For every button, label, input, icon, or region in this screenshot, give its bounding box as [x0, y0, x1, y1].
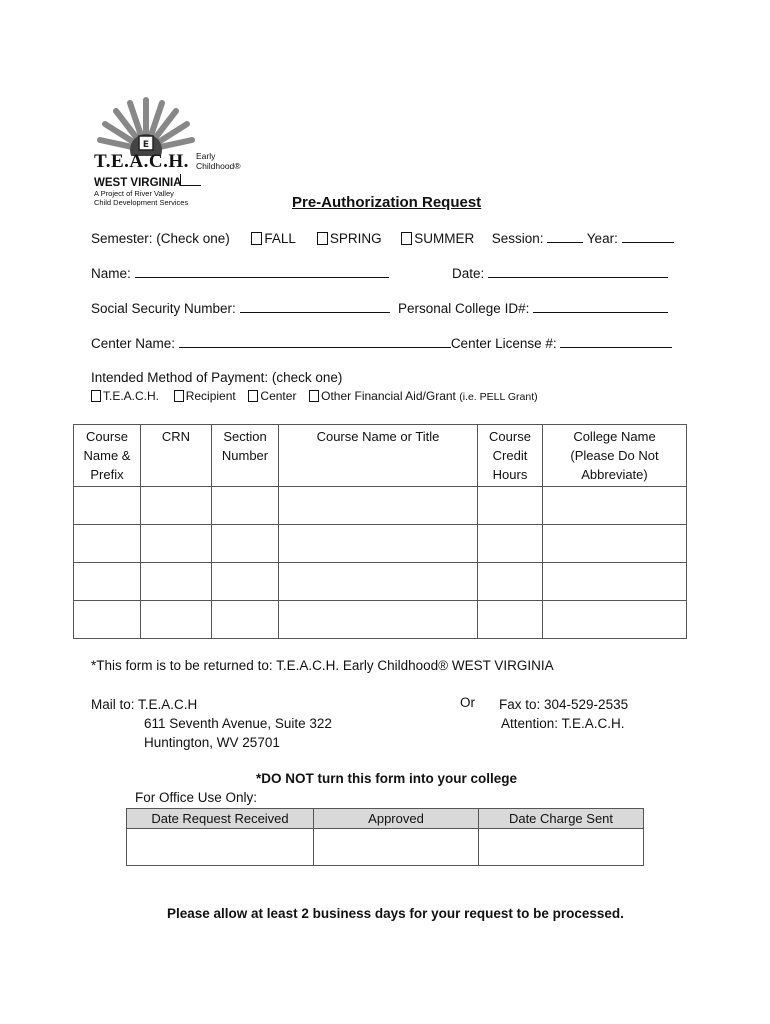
- teach-logo: [92, 94, 241, 209]
- table-row: [74, 487, 687, 525]
- table-cell[interactable]: [543, 525, 687, 563]
- office-col-date-charge-sent: Date Charge Sent: [479, 809, 644, 829]
- ssn-label: Social Security Number:: [91, 301, 236, 316]
- logo-project1: A Project of River Valley: [94, 189, 174, 198]
- office-col-approved: Approved: [314, 809, 479, 829]
- table-cell[interactable]: [478, 487, 543, 525]
- pay-other-note: (i.e. PELL Grant): [459, 391, 538, 403]
- semester-row: [91, 231, 674, 246]
- table-cell[interactable]: [543, 563, 687, 601]
- pay-center-checkbox[interactable]: [248, 390, 258, 402]
- pay-center-label: Center: [260, 389, 297, 403]
- table-cell[interactable]: [212, 525, 279, 563]
- college-warning: *DO NOT turn this form into your college: [256, 771, 518, 786]
- fax-number: Fax to: 304-529-2535: [499, 697, 629, 712]
- date-field[interactable]: [488, 266, 668, 278]
- table-cell[interactable]: [212, 601, 279, 639]
- table-cell[interactable]: [478, 601, 543, 639]
- name-field[interactable]: [135, 266, 389, 278]
- table-cell[interactable]: [74, 525, 141, 563]
- table-cell[interactable]: [479, 829, 644, 866]
- logo-project2: Child Development Services: [94, 198, 189, 207]
- fax-attention: Attention: T.E.A.C.H.: [501, 716, 625, 731]
- logo-brand-sub2: Childhood®: [196, 161, 241, 171]
- payment-options: [91, 389, 538, 403]
- year-field[interactable]: [622, 231, 674, 243]
- table-row: [74, 563, 687, 601]
- center-name-field[interactable]: [179, 336, 451, 348]
- session-label: Session:: [491, 231, 544, 246]
- pay-teach-checkbox[interactable]: [91, 390, 101, 402]
- table-cell[interactable]: [74, 601, 141, 639]
- center-row: [91, 336, 672, 351]
- table-cell[interactable]: [279, 487, 478, 525]
- center-license-label: Center License #:: [450, 336, 557, 351]
- address-line-2: Huntington, WV 25701: [144, 735, 280, 750]
- college-id-row: [398, 301, 668, 316]
- spring-checkbox[interactable]: [317, 232, 328, 245]
- pay-other-checkbox[interactable]: [309, 390, 319, 402]
- return-note: *This form is to be returned to: T.E.A.C.H. Early Childhood® WEST VIRGINIA: [91, 658, 554, 673]
- logo-brand: T.E.A.C.H.: [94, 151, 189, 172]
- summer-checkbox[interactable]: [401, 232, 412, 245]
- table-cell[interactable]: [74, 563, 141, 601]
- sunburst-icon: [96, 94, 196, 156]
- table-cell[interactable]: [141, 601, 212, 639]
- name-label: Name:: [91, 266, 131, 281]
- name-row: [91, 266, 389, 281]
- header-college-name: College Name (Please Do Not Abbreviate): [543, 425, 687, 487]
- header-crn: CRN: [141, 425, 212, 487]
- date-row: [452, 266, 668, 281]
- spring-label: SPRING: [329, 231, 382, 246]
- office-use-table: [126, 808, 644, 866]
- header-course-title: Course Name or Title: [279, 425, 478, 487]
- year-label: Year:: [586, 231, 618, 246]
- mail-address-block: [91, 695, 332, 752]
- header-credit-hours: Course Credit Hours: [478, 425, 543, 487]
- table-cell[interactable]: [212, 487, 279, 525]
- center-name-label: Center Name:: [91, 336, 176, 351]
- ssn-row: [91, 301, 390, 316]
- table-cell[interactable]: [141, 487, 212, 525]
- summer-label: SUMMER: [414, 231, 475, 246]
- table-cell[interactable]: [279, 601, 478, 639]
- table-cell[interactable]: [478, 525, 543, 563]
- fall-checkbox[interactable]: [251, 232, 262, 245]
- logo-bracket: [180, 174, 201, 186]
- logo-brand-sub1: Early: [196, 151, 216, 161]
- table-cell[interactable]: [279, 525, 478, 563]
- office-use-label: For Office Use Only:: [135, 790, 258, 805]
- fall-label: FALL: [264, 231, 296, 246]
- semester-label: Semester: (Check one): [91, 231, 230, 246]
- fax-block: [499, 695, 628, 733]
- ssn-field[interactable]: [240, 301, 390, 313]
- svg-text:E: E: [142, 140, 150, 150]
- pay-recipient-label: Recipient: [185, 389, 236, 403]
- college-id-field[interactable]: [533, 301, 668, 313]
- course-table: [73, 424, 687, 639]
- college-id-label: Personal College ID#:: [398, 301, 530, 316]
- pay-other-label: Other Financial Aid/Grant: [321, 389, 456, 403]
- table-cell[interactable]: [314, 829, 479, 866]
- pay-teach-label: T.E.A.C.H.: [103, 389, 160, 403]
- header-section-number: Section Number: [212, 425, 279, 487]
- logo-state: WEST VIRGINIA: [94, 177, 182, 189]
- table-row: [74, 525, 687, 563]
- payment-label: Intended Method of Payment: (check one): [91, 370, 343, 385]
- or-label: Or: [460, 695, 475, 710]
- table-row: [74, 601, 687, 639]
- table-cell[interactable]: [279, 563, 478, 601]
- table-cell[interactable]: [141, 563, 212, 601]
- table-cell[interactable]: [543, 487, 687, 525]
- address-line-1: 611 Seventh Avenue, Suite 322: [144, 716, 332, 731]
- table-row: [127, 829, 644, 866]
- form-title: Pre-Authorization Request: [292, 194, 482, 211]
- processing-note: Please allow at least 2 business days for your request to be processed.: [167, 906, 624, 921]
- session-field[interactable]: [547, 231, 583, 243]
- center-license-field[interactable]: [560, 336, 672, 348]
- table-cell[interactable]: [74, 487, 141, 525]
- mail-to: Mail to: T.E.A.C.H: [91, 697, 198, 712]
- table-cell[interactable]: [212, 563, 279, 601]
- table-cell[interactable]: [543, 601, 687, 639]
- pay-recipient-checkbox[interactable]: [174, 390, 184, 402]
- course-table-header: [74, 425, 687, 487]
- header-course-prefix: Course Name & Prefix: [74, 425, 141, 487]
- table-cell[interactable]: [127, 829, 314, 866]
- table-cell[interactable]: [478, 563, 543, 601]
- date-label: Date:: [452, 266, 485, 281]
- table-cell[interactable]: [141, 525, 212, 563]
- office-col-date-received: Date Request Received: [127, 809, 314, 829]
